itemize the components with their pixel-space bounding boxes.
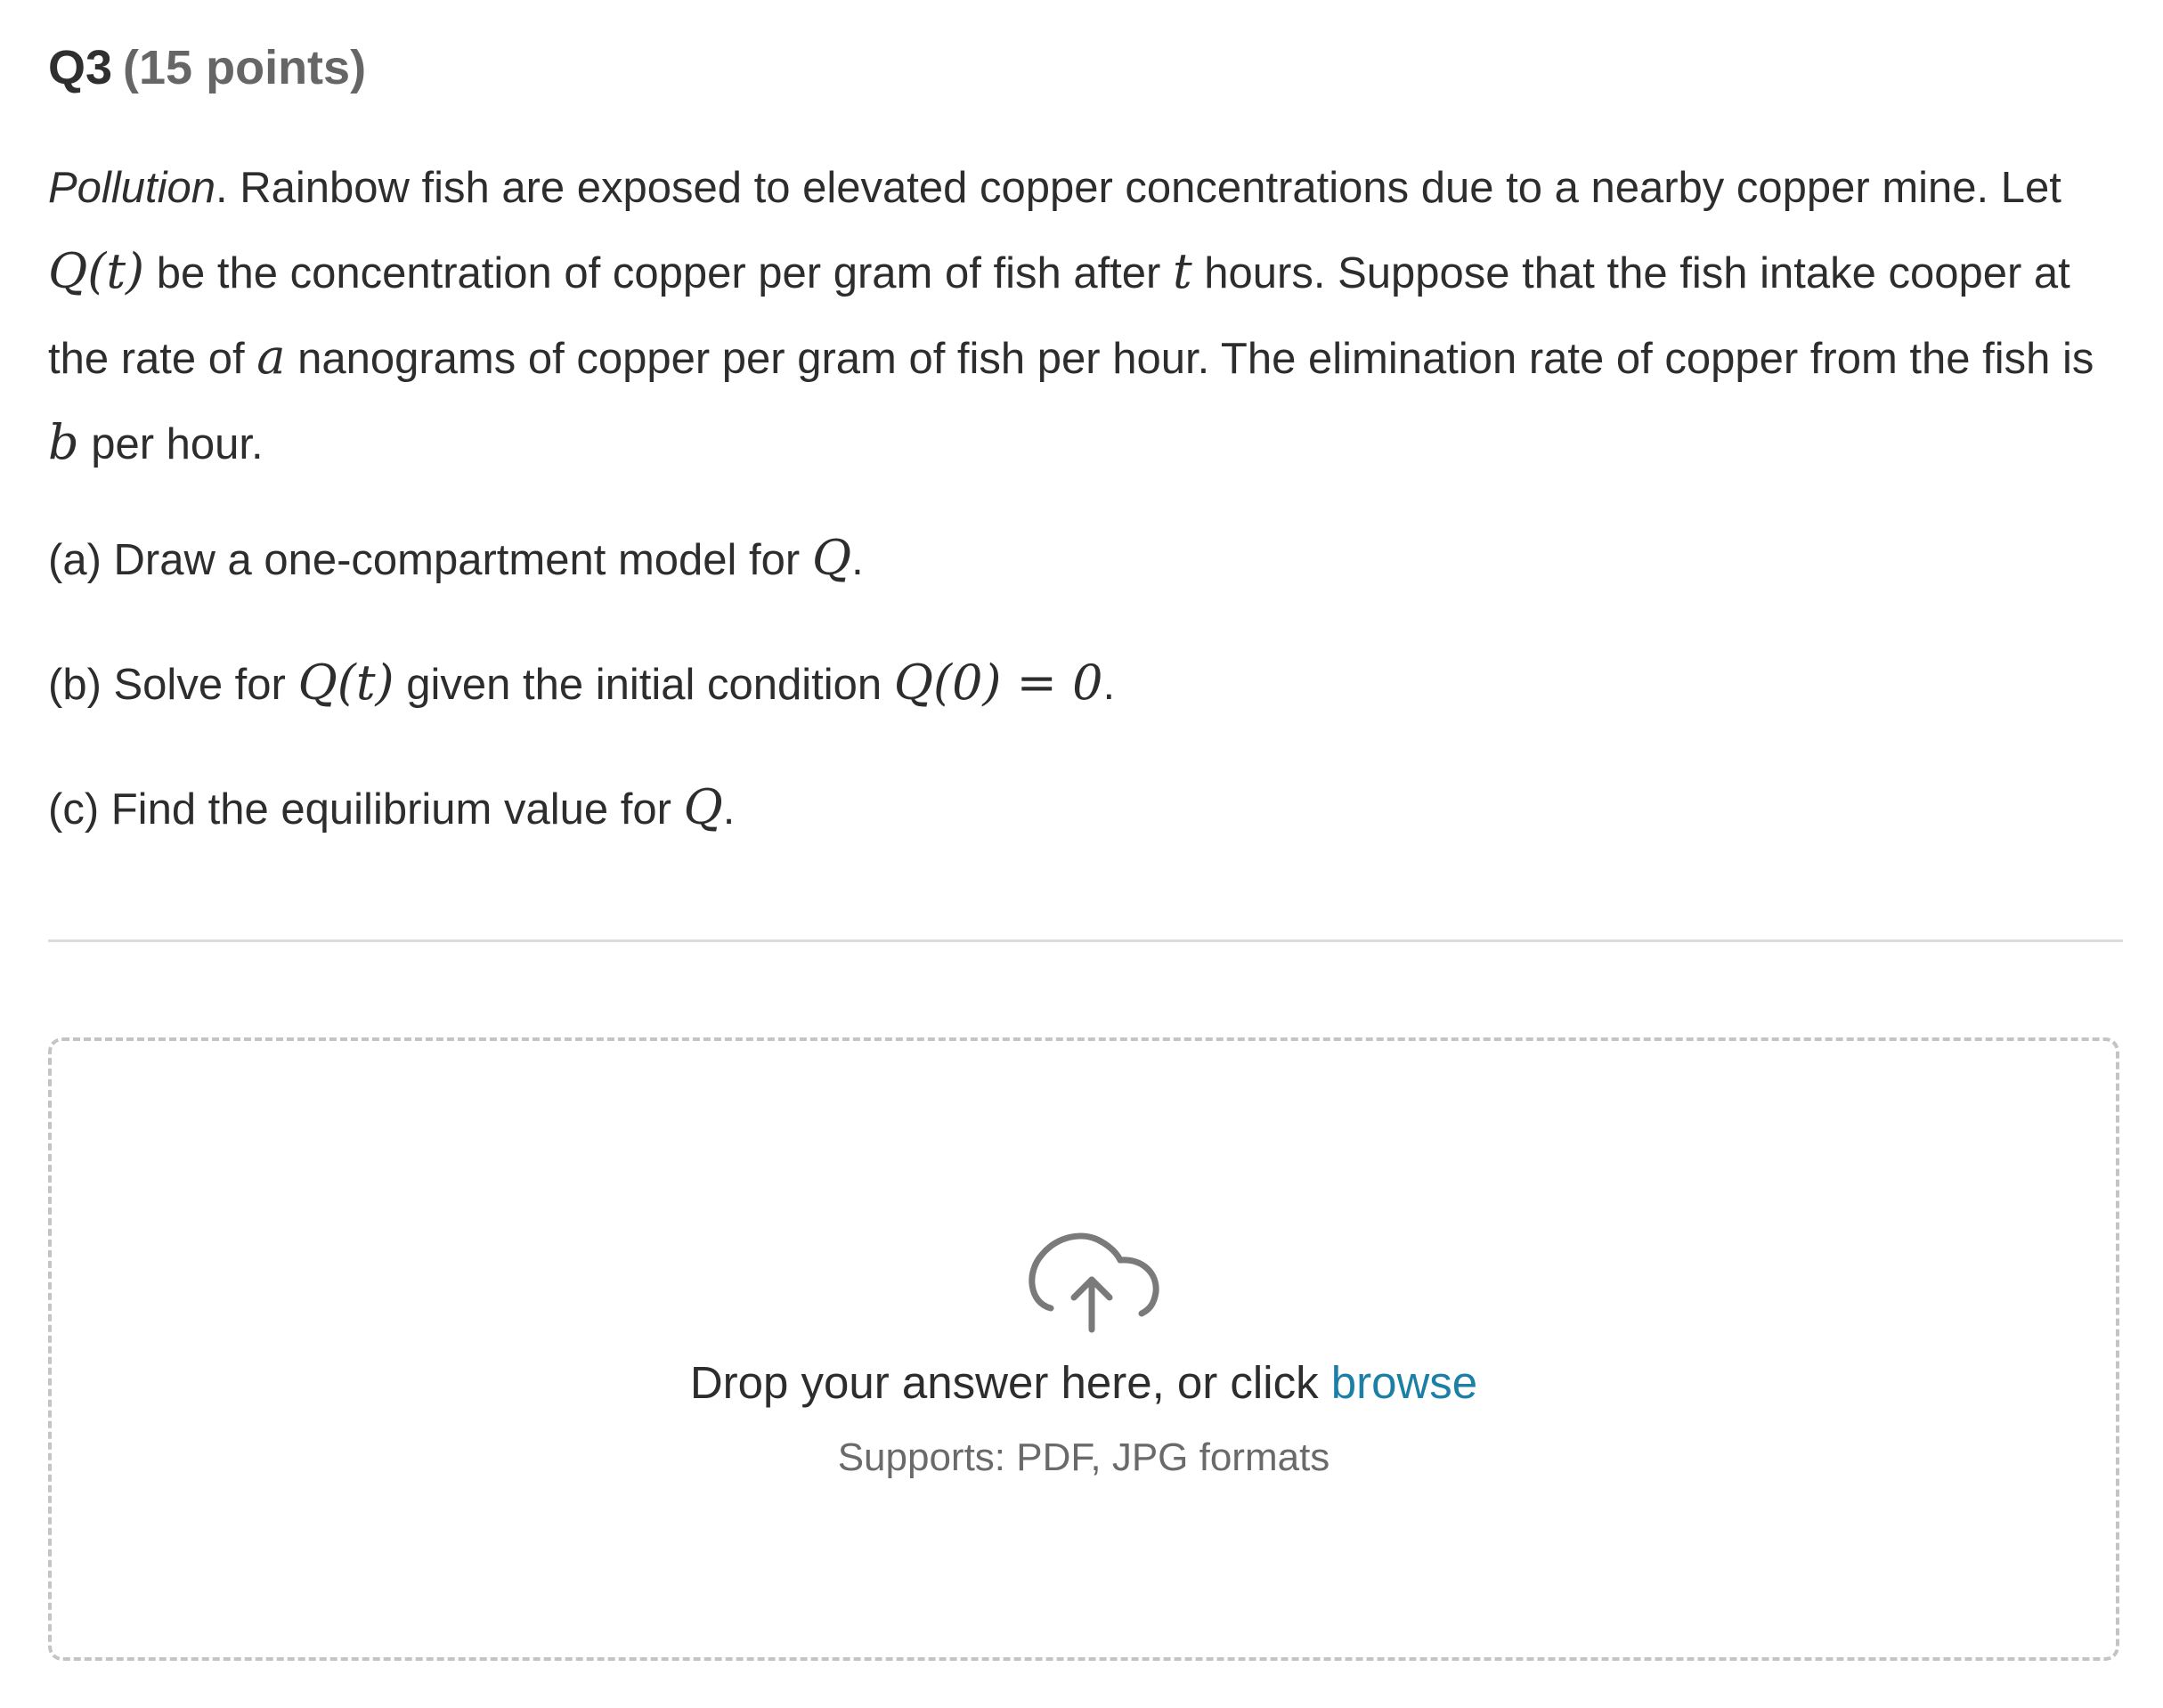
part-c-end: . <box>722 785 736 834</box>
question-header <box>48 39 366 96</box>
part-c-math: Q <box>683 779 723 835</box>
part-a <box>48 530 864 589</box>
part-a-text: (a) Draw a one-compartment model for <box>48 536 812 584</box>
part-c <box>48 779 735 838</box>
question-intro <box>48 147 2123 486</box>
intro-text-5: per hour. <box>78 420 264 468</box>
intro-math-q-of-t: Q(t) <box>48 243 145 299</box>
intro-text-1: . Rainbow fish are exposed to elevated copper concentrations due to a nearby copper mine. Let <box>215 164 2061 212</box>
part-b <box>48 655 1115 713</box>
intro-math-t: t <box>1172 243 1192 299</box>
part-b-text: (b) Solve for <box>48 661 298 709</box>
part-a-math: Q <box>811 530 852 586</box>
drop-text: Drop your answer here, or click <box>689 1357 1331 1408</box>
intro-text-3: hours. Suppose that the fish intake cooper at the rate of <box>48 249 2070 383</box>
question-points: (15 points) <box>123 41 367 94</box>
part-c-text: (c) Find the equilibrium value for <box>48 785 684 834</box>
browse-link[interactable]: browse <box>1330 1357 1478 1408</box>
part-b-mid: given the initial condition <box>394 661 894 709</box>
intro-topic: Pollution <box>48 164 215 212</box>
section-divider <box>48 939 2123 942</box>
part-b-end: . <box>1102 661 1116 709</box>
intro-text-2: be the concentration of copper per gram of fish after <box>144 249 1173 297</box>
cloud-upload-icon <box>1021 1219 1163 1335</box>
intro-math-a: a <box>256 329 286 385</box>
supported-formats: Supports: PDF, JPG formats <box>837 1436 1330 1479</box>
intro-text-4: nanograms of copper per gram of fish per hour. The elimination rate of copper from the fish is <box>285 335 2094 383</box>
question-number: Q3 <box>48 41 113 94</box>
answer-dropzone[interactable] <box>48 1037 2119 1661</box>
part-b-math-2: Q(0) = 0 <box>893 655 1103 711</box>
drop-instruction <box>52 1354 2116 1411</box>
intro-math-b: b <box>48 414 79 470</box>
part-b-math-1: Q(t) <box>297 655 394 711</box>
part-a-end: . <box>851 536 864 584</box>
